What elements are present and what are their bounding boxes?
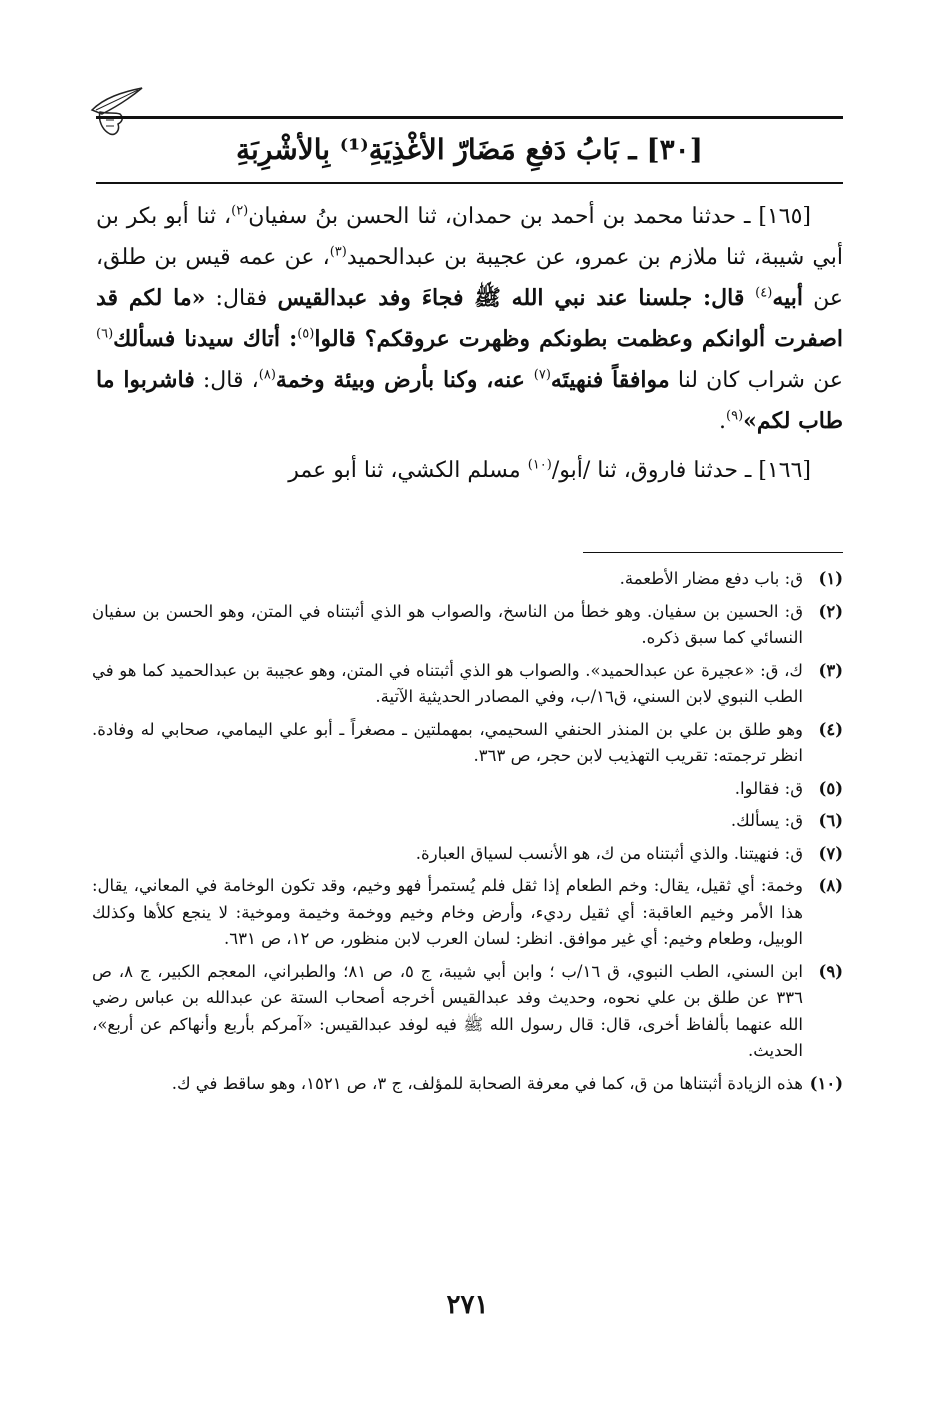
title-rule [96,182,843,184]
footnote-number: (٩) [818,961,843,981]
footnote-ref-5[interactable]: (٥) [297,326,315,342]
footnote-ref-10[interactable]: (١٠) [527,457,552,473]
hadith-paragraph-165: [١٦٥] ـ حدثنا محمد بن أحمد بن حمدان، ثنا الحسن بنُ سفيان$^{(٢)}$، ثنا أبو بكر بن أبي شيبة، ثنا ملازم بن عمرو، عن عجيبة بن عبدالحميد$^{(٣)}$، عن عمه قيس بن طلق، عن أبيه$^{(٤)}$ قال: جلسنا عند نبي الله ﷺ فجاءَ وفد عبدالقيس فقال: «ما لكم قد اصفرت ألوانكم وعظمت بطونكم وظهرت عروقكم؟ قالوا$^{(٥)}$: أتاك سيدنا فسألك$^{(٦)}$ عن شراب كان لنا موافقاً فنهيتَه$^{(٧)}$ عنه، وكنا بأرض وبيئة وخمة$^{(٨)}$، قال: فاشربوا ما طاب لكم»$^{(٩)}$. [96,203,843,434]
footnote-text: ابن السني، الطب النبوي، ق ١٦/ب ؛ وابن أبي شيبة، ج ٥، ص ٨١؛ والطبراني، المعجم الكبير، ج ٨، ص ٣٣٦ عن طلق بن علي نحوه، وحديث وفد عبدالقيس أخرجه أصحاب الستة عن عبدالله بن عباس رضي الله عنهما بألفاظ أخرى، قال: قال رسول الله ﷺ فيه لوفد عبدالقيس: «آمركم بأربع وأنهاكم عن أربع»، الحديث. [92,961,804,1060]
footnote-text: وهو طلق بن علي بن المنذر الحنفي السحيمي، بمهملتين ـ مصغراً ـ أبو علي اليمامي، صحابي له وفادة. انظر ترجمته: تقريب التهذيب لابن حجر، ص ٣٦٣. [92,719,803,765]
footnote-5 [92,776,843,803]
footnote-ref-7[interactable]: (٧) [533,367,551,383]
footnote-text: ق: يسألك. [730,811,803,830]
footnote-text: ق: الحسين بن سفيان. وهو خطأ من الناسخ، والصواب هو الذي أثبتناه في المتن، وهو الحسن بن سفيان النسائي كما سبق ذكره. [92,601,803,647]
hadith-paragraph-166: [١٦٦] ـ حدثنا فاروق، ثنا /أبو/$^{(١٠)}$ مسلم الكشي، ثنا أبو عمر [288,457,811,483]
footnote-number: (٦) [818,811,843,830]
chapter-title: [٣٠] ـ بَابُ دَفعِ مَضَارّ الأغْذِيَةِ⁽¹⁾ بِالأشْرِبَةِ [236,133,703,166]
footnote-ref-8[interactable]: (٨) [258,367,276,383]
footnote-ref-6[interactable]: (٦) [96,326,114,342]
main-text [96,196,843,491]
footnote-number: (٤) [818,719,843,739]
footnote-text: ق: فنهيتنا. والذي أثبتناه من ك، هو الأنسب لسياق العبارة. [415,843,803,863]
footnote-4 [92,717,843,770]
footnote-ref-2[interactable]: (٢) [231,203,249,219]
footnote-number: (١٠) [809,1073,843,1093]
footnote-8 [92,873,843,953]
top-rule [96,116,843,119]
footnote-ref-4[interactable]: (٤) [755,285,773,301]
footnote-number: (٢) [818,601,843,621]
footnote-number: (١) [818,569,843,588]
footnote-text: ك، ق: «عجيرة عن عبدالحميد». والصواب هو الذي أثبتناه في المتن، وهو عجيبة بن عبدالحميد كما هو في الطب النبوي لابن السني، ق١٦/ب، وفي المصادر الحديثية الآتية. [92,660,803,706]
footnote-6 [92,808,843,835]
footnotes [92,566,843,1103]
footnote-9 [92,959,843,1065]
footnote-text: ق: باب دفع مضار الأطعمة. [619,569,803,588]
footnote-2 [92,599,843,652]
footnote-rule [583,552,843,553]
footnote-text: وخمة: أي ثقيل، يقال: وخم الطعام إذا ثقل فلم يُستمرأ فهو وخيم، وقد تكون الوخامة في المعاني، يقال: هذا الأمر وخيم العاقبة: أي ثقيل رديء، وأرض وخام وخيم ووخمة وخيمة وموخية: لا ينجع كلأها وكذلك الوبيل، وطعام وخيم: أي غير موافق. انظر: لسان العرب لابن منظور، ص ١٢، ص ٦٣١. [92,876,803,948]
footnote-number: (٧) [818,843,843,863]
footnote-number: (٨) [818,876,843,895]
footnote-number: (٥) [818,778,843,798]
footnote-number: (٣) [818,660,843,680]
footnote-text: هذه الزيادة أثبتناها من ق، كما في معرفة الصحابة للمؤلف، ج ٣، ص ١٥٢١، وهو ساقط في ك. [171,1073,803,1093]
footnote-ref-9[interactable]: (٩) [726,408,744,424]
footnote-7 [92,841,843,868]
footnote-3 [92,658,843,711]
page-number: ٢٧١ [446,1290,489,1320]
footnote-10 [92,1071,843,1098]
footnote-ref-3[interactable]: (٣) [329,244,347,260]
footnote-1 [92,566,843,593]
footnote-text: ق: فقالوا. [734,778,803,798]
